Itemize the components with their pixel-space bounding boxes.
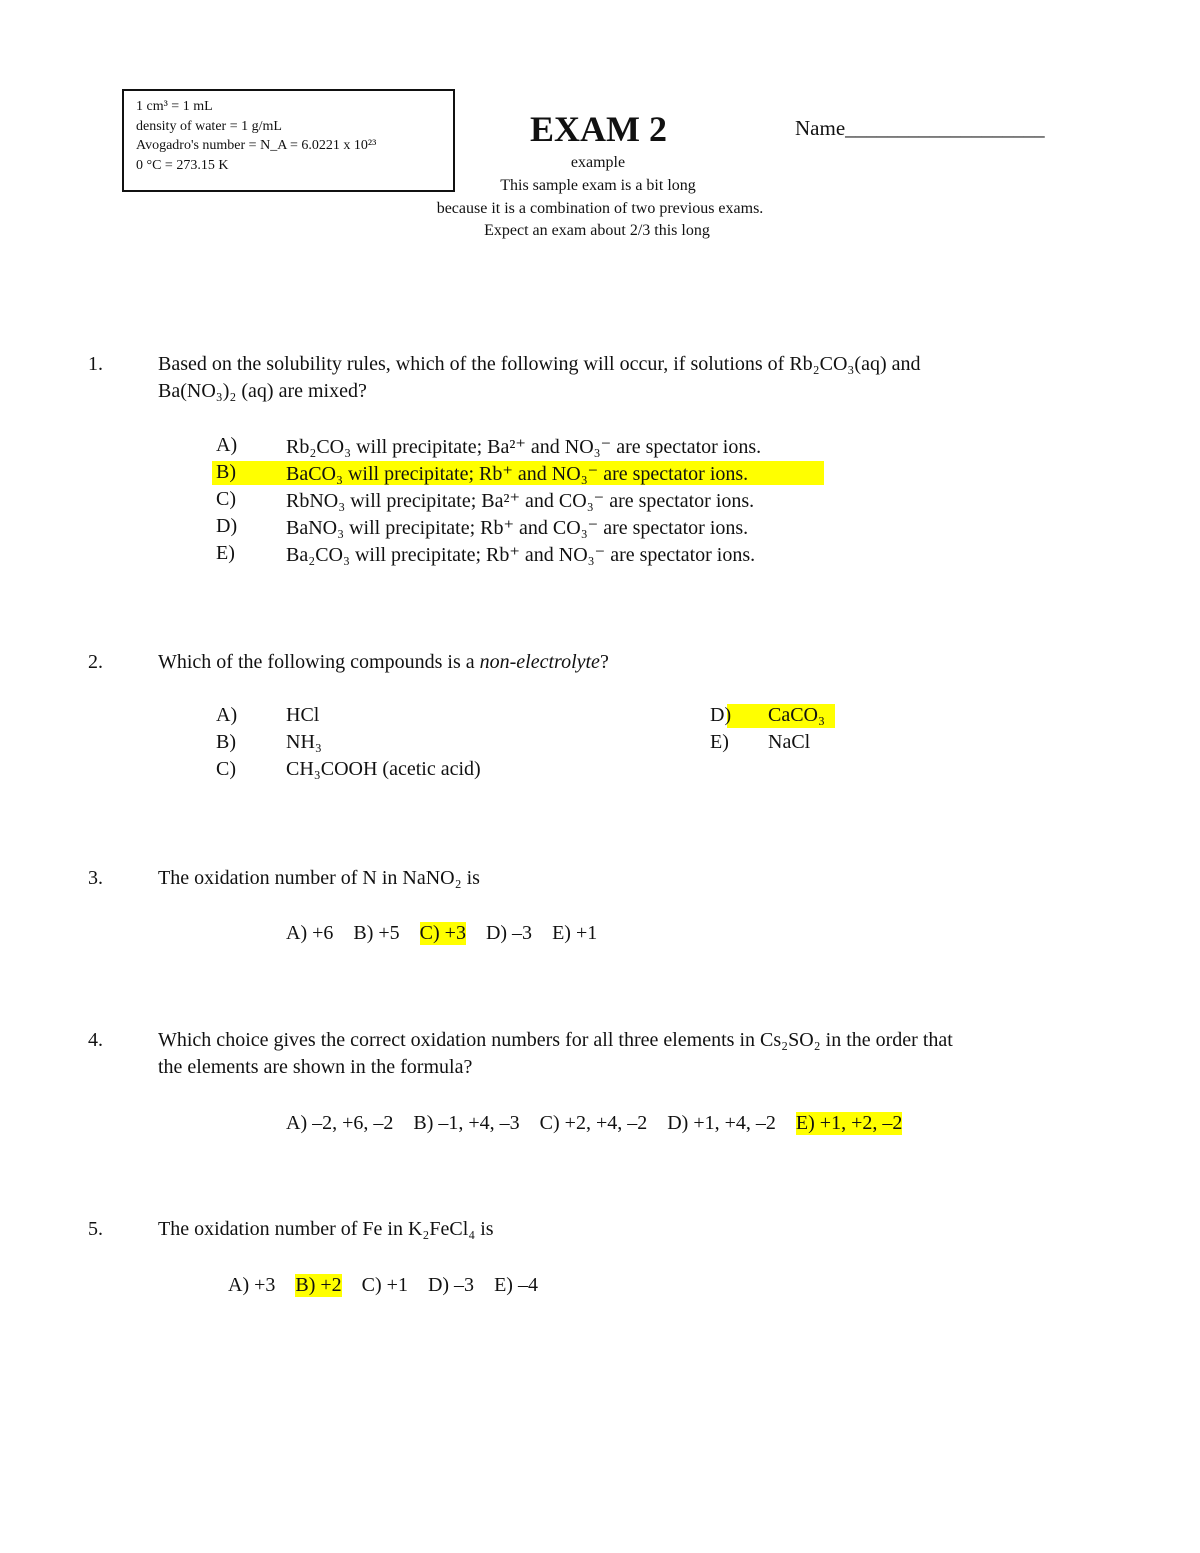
option-letter: B) (216, 731, 236, 753)
option-letter: D) (216, 515, 238, 537)
option[interactable]: A) +6 (286, 922, 334, 944)
note-line-3: Expect an exam about 2/3 this long (484, 222, 710, 239)
option[interactable]: D) +1, +4, –2 (667, 1112, 776, 1134)
inline-options (286, 1112, 922, 1135)
option-letter: A) (216, 704, 238, 726)
option[interactable]: E) +1 (552, 922, 598, 944)
option-letter: C) (216, 488, 236, 510)
question-text-before: Which of the following compounds is a (158, 651, 480, 673)
option[interactable]: B) +5 (353, 922, 400, 944)
option-letter: E) (216, 542, 235, 564)
option-text[interactable]: BaNO₃ will precipitate; Rb⁺ and CO₃⁻ are spectator ions. (286, 517, 749, 539)
option-text-correct[interactable]: CaCO₃ (768, 704, 825, 726)
option[interactable]: C) +2, +4, –2 (539, 1112, 648, 1134)
question-text-italic: non-electrolyte (479, 651, 600, 673)
option-text[interactable]: RbNO₃ will precipitate; Ba²⁺ and CO₃⁻ are spectator ions. (286, 490, 755, 512)
question-text (158, 651, 609, 674)
note-line-2: because it is a combination of two previous exams. (436, 200, 764, 217)
question-number: 4. (88, 1029, 103, 1051)
name-field[interactable]: Name___________________ (795, 116, 1045, 140)
option-letter: C) (216, 758, 236, 780)
question-number: 2. (88, 651, 103, 673)
option-text[interactable]: Ba₂CO₃ will precipitate; Rb⁺ and NO₃⁻ are spectator ions. (286, 544, 756, 566)
question-number: 3. (88, 867, 103, 889)
question-number: 1. (88, 353, 103, 375)
option[interactable]: D) –3 (427, 1274, 475, 1296)
option-text[interactable]: Rb₂CO₃ will precipitate; Ba²⁺ and NO₃⁻ are spectator ions. (286, 436, 762, 458)
option-text[interactable]: CH₃COOH (acetic acid) (286, 758, 481, 780)
option[interactable]: A) +3 (228, 1274, 276, 1296)
exam-title: EXAM 2 (530, 109, 667, 149)
subtitle-example: example (570, 154, 626, 171)
option-correct[interactable]: C) +3 (419, 922, 466, 944)
question-text: Based on the solubility rules, which of the following will occur, if solutions of Rb₂CO₃(aq) and (158, 353, 921, 375)
option-letter: E) (710, 731, 729, 753)
question-number: 5. (88, 1218, 103, 1240)
question-text: Which choice gives the correct oxidation numbers for all three elements in Cs₂SO₂ in the order that (158, 1029, 953, 1051)
question-text-after: ? (599, 651, 609, 673)
constant-temperature: 0 °C = 273.15 K (136, 157, 229, 173)
question-text: The oxidation number of N in NaNO₂ is (158, 867, 480, 889)
option[interactable]: A) –2, +6, –2 (286, 1112, 394, 1134)
note-line-1: This sample exam is a bit long (500, 177, 696, 194)
option[interactable]: B) –1, +4, –3 (413, 1112, 520, 1134)
option-text[interactable]: HCl (286, 704, 320, 726)
question-text: The oxidation number of Fe in K₂FeCl₄ is (158, 1218, 494, 1240)
option-letter: A) (216, 434, 238, 456)
constant-volume: 1 cm³ = 1 mL (136, 99, 213, 114)
question-text: Ba(NO₃)₂ (aq) are mixed? (158, 380, 367, 402)
option-letter: B) (216, 461, 236, 483)
question-text: the elements are shown in the formula? (158, 1056, 473, 1078)
option-correct[interactable]: E) +1, +2, –2 (795, 1112, 903, 1134)
inline-options (228, 1274, 558, 1297)
option[interactable]: C) +1 (361, 1274, 408, 1296)
option-text-correct[interactable]: BaCO₃ will precipitate; Rb⁺ and NO₃⁻ are spectator ions. (286, 463, 749, 485)
option[interactable]: D) –3 (485, 922, 533, 944)
option-text[interactable]: NaCl (768, 731, 811, 753)
constant-avogadro: Avogadro's number = N_A = 6.0221 x 10²³ (136, 138, 377, 153)
inline-options (286, 922, 617, 945)
option[interactable]: E) –4 (494, 1274, 538, 1296)
option-correct[interactable]: B) +2 (295, 1274, 342, 1296)
constant-density: density of water = 1 g/mL (136, 118, 282, 134)
option-text[interactable]: NH₃ (286, 731, 322, 753)
option-letter: D) (710, 704, 732, 726)
